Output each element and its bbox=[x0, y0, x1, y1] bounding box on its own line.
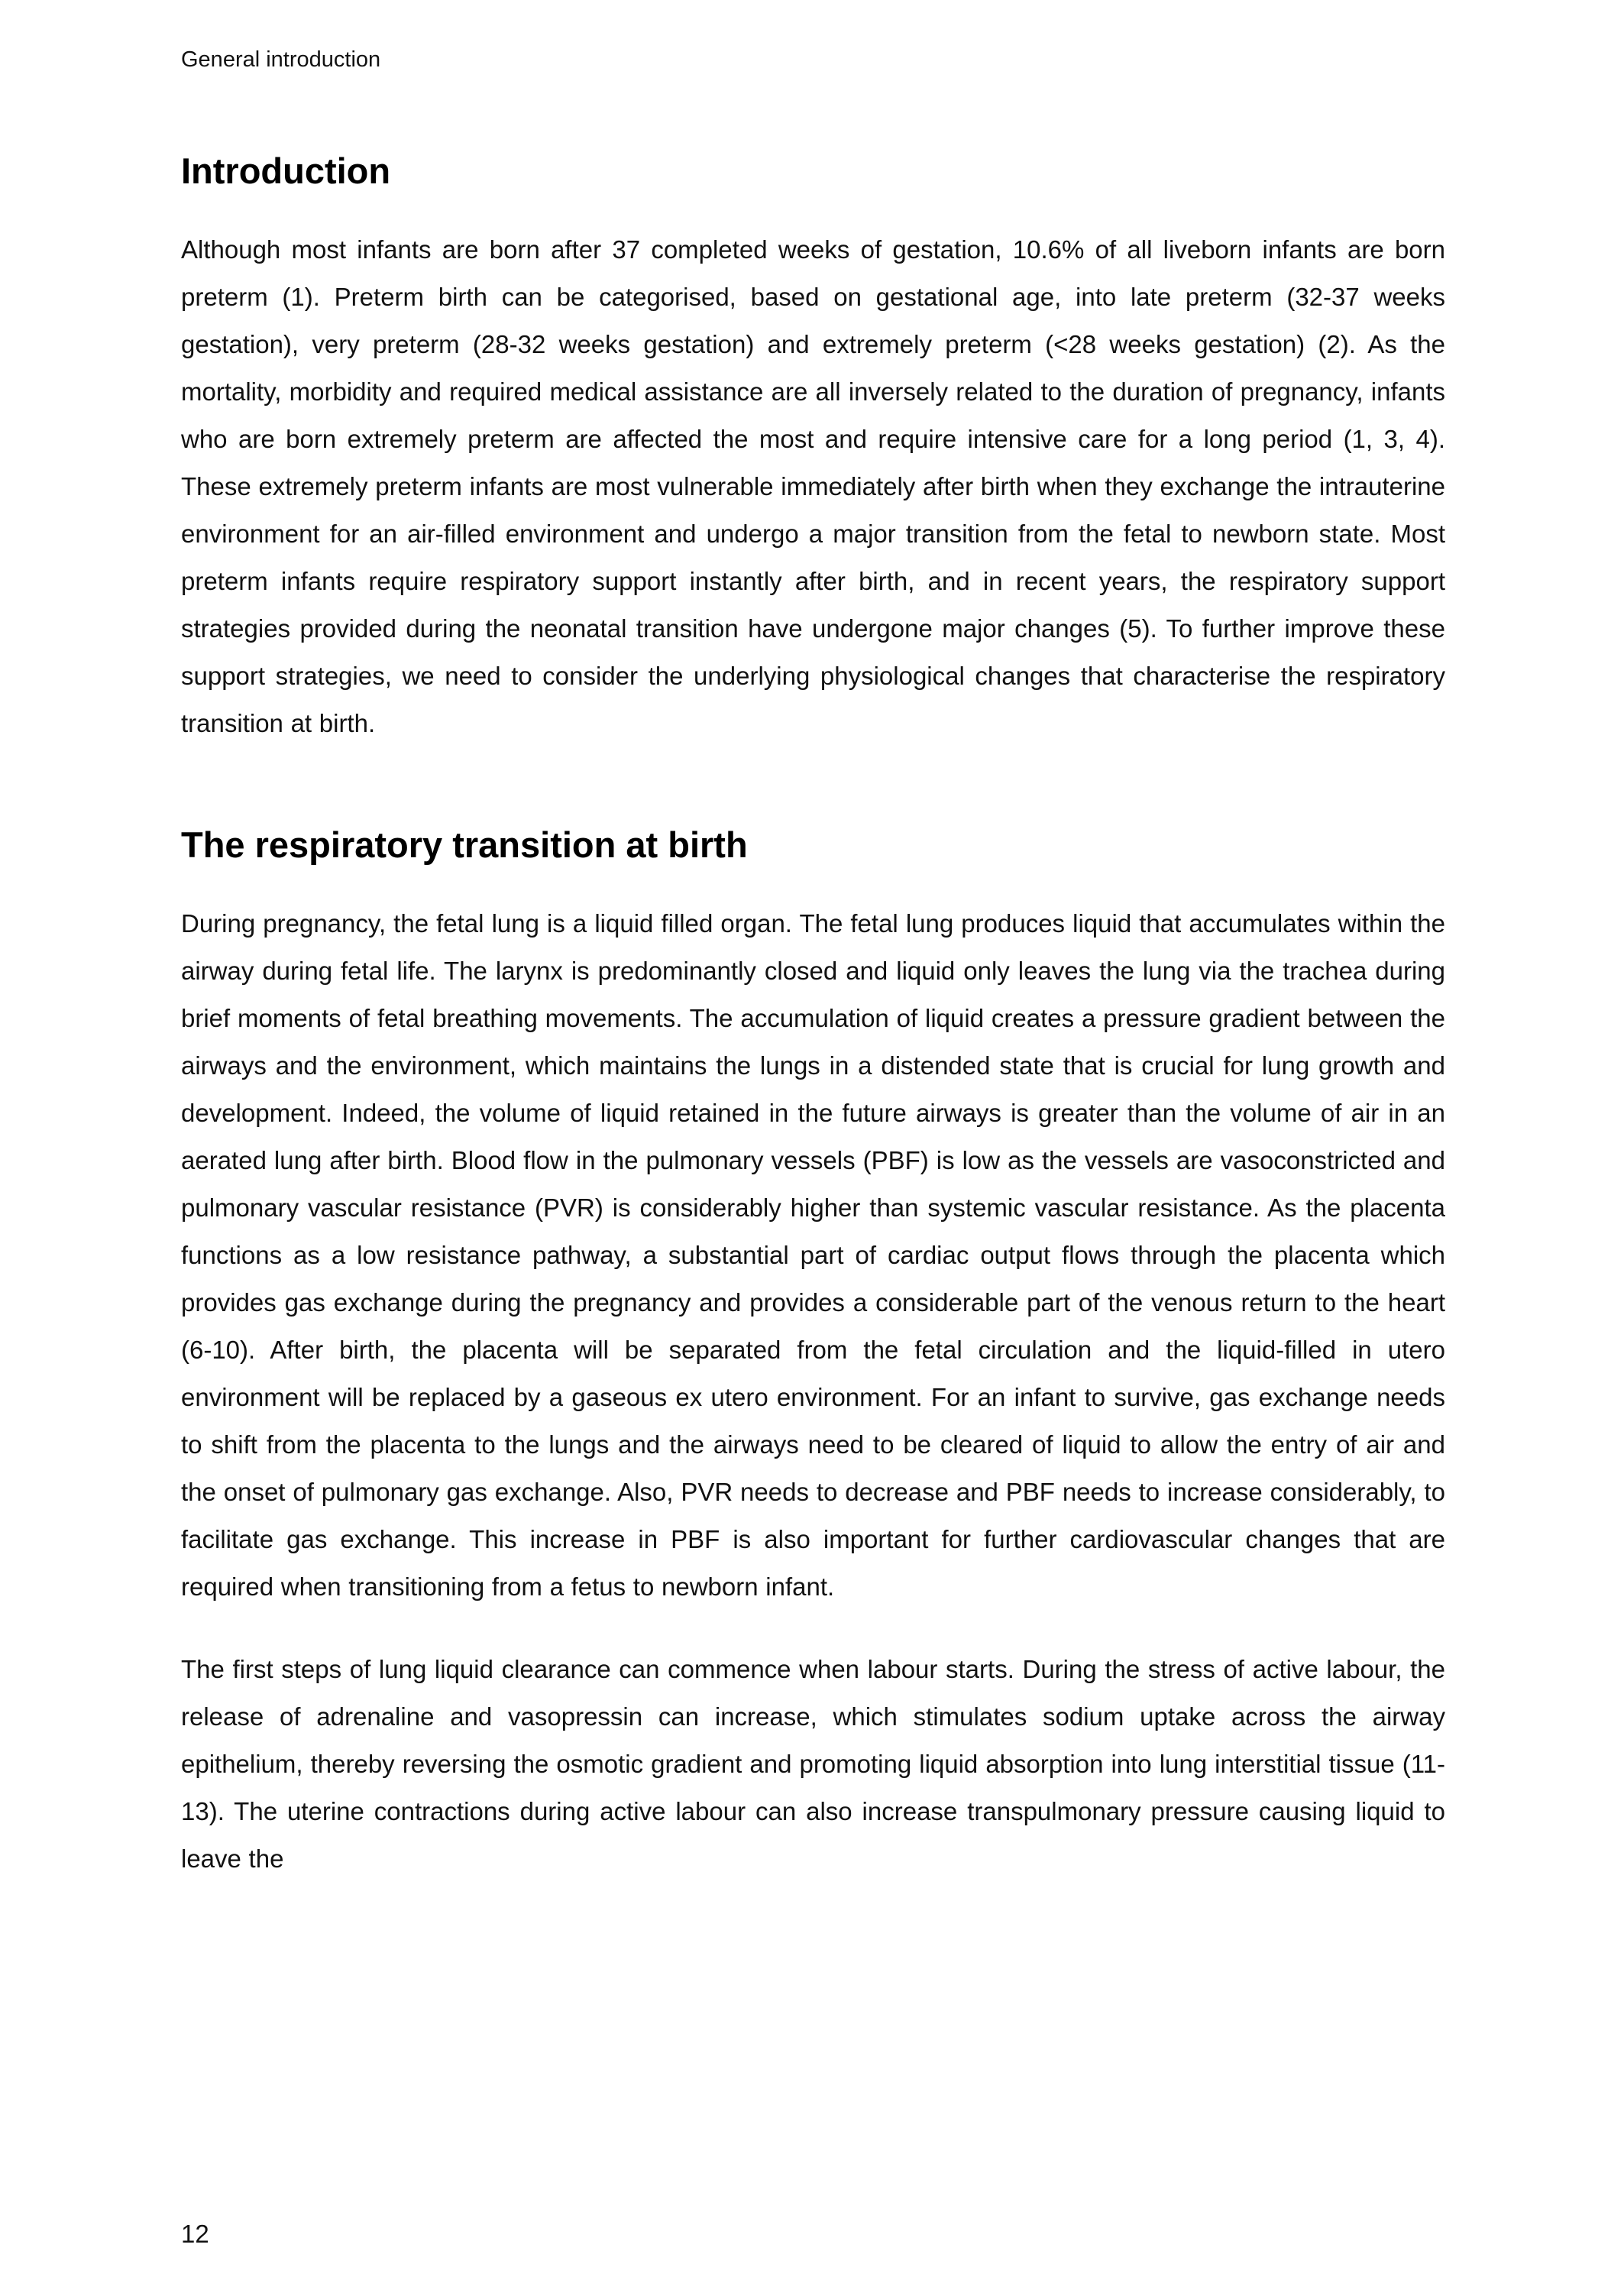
page-number: 12 bbox=[181, 2220, 209, 2248]
running-header: General introduction bbox=[181, 47, 381, 72]
paragraph-introduction-1: Although most infants are born after 37 completed weeks of gestation, 10.6% of all liveborn infants are born preterm (1). Preterm birth can be categorised, based on gestational age, into late preterm (32-37 weeks gestation), very preterm (28-32 weeks gestation) and extremely preterm (<28 weeks gestation) (2). As the mortality, morbidity and required medical assistance are all inversely related to the duration of pregnancy, infants who are born extremely preterm are affected the most and require intensive care for a long period (1, 3, 4). These extremely preterm infants are most vulnerable immediately after birth when they exchange the intrauterine environment for an air-filled environment and undergo a major transition from the fetal to newborn state. Most preterm infants require respiratory support instantly after birth, and in recent years, the respiratory support strategies provided during the neonatal transition have undergone major changes (5). To further improve these support strategies, we need to consider the underlying physiological changes that characterise the respiratory transition at birth. bbox=[181, 235, 1445, 737]
section-heading-introduction: Introduction bbox=[181, 151, 391, 191]
paragraph-respiratory-transition-1: During pregnancy, the fetal lung is a liquid filled organ. The fetal lung produces liquid that accumulates within the airway during fetal life. The larynx is predominantly closed and liquid only leaves the lung via the trachea during brief moments of fetal breathing movements. The accumulation of liquid creates a pressure gradient between the airways and the environment, which maintains the lungs in a distended state that is crucial for lung growth and development. Indeed, the volume of liquid retained in the future airways is greater than the volume of air in an aerated lung after birth. Blood flow in the pulmonary vessels (PBF) is low as the vessels are vasoconstricted and pulmonary vascular resistance (PVR) is considerably higher than systemic vascular resistance. As the placenta functions as a low resistance pathway, a substantial part of cardiac output flows through the placenta which provides gas exchange during the pregnancy and provides a considerable part of the venous return to the heart (6-10). After birth, the placenta will be separated from the fetal circulation and the liquid-filled in utero environment will be replaced by a gaseous ex utero environment. For an infant to survive, gas exchange needs to shift from the placenta to the lungs and the airways need to be cleared of liquid to allow the entry of air and the onset of pulmonary gas exchange. Also, PVR needs to decrease and PBF needs to increase considerably, to facilitate gas exchange. This increase in PBF is also important for further cardiovascular changes that are required when transitioning from a fetus to newborn infant. bbox=[181, 909, 1445, 1601]
paragraph-respiratory-transition-2: The first steps of lung liquid clearance can commence when labour starts. During the stress of active labour, the release of adrenaline and vasopressin can increase, which stimulates sodium uptake across the airway epithelium, thereby reversing the osmotic gradient and promoting liquid absorption into lung interstitial tissue (11-13). The uterine contractions during active labour can also increase transpulmonary pressure causing liquid to leave the bbox=[181, 1655, 1445, 1873]
section-heading-respiratory-transition: The respiratory transition at birth bbox=[181, 824, 748, 865]
